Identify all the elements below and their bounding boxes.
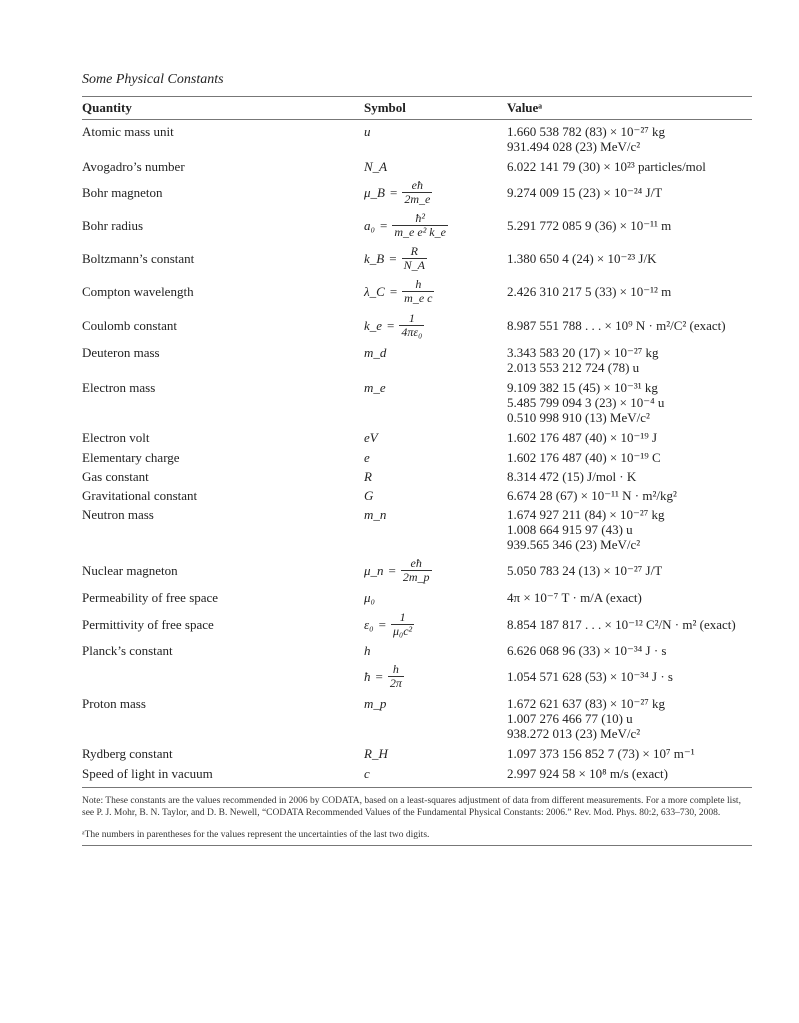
value-line: 8.854 187 817 . . . × 10⁻¹² C²/N · m² (exact) bbox=[507, 617, 736, 632]
fraction bbox=[401, 557, 432, 584]
value-line: 8.987 551 788 . . . × 10⁹ N · m²/C² (exact) bbox=[507, 318, 726, 333]
fraction bbox=[402, 245, 427, 272]
symbol-label: λ_C bbox=[364, 284, 385, 299]
table-row bbox=[82, 643, 752, 658]
value-cell bbox=[507, 488, 752, 503]
value-cell bbox=[507, 345, 752, 375]
quantity-cell: Deuteron mass bbox=[82, 345, 160, 360]
equals-sign: = bbox=[388, 563, 396, 578]
symbol-formula bbox=[364, 766, 507, 781]
symbol-label: eV bbox=[364, 430, 378, 445]
symbol-formula bbox=[364, 159, 507, 174]
value-cell bbox=[507, 251, 752, 266]
symbol-cell bbox=[364, 643, 507, 658]
equals-sign: = bbox=[389, 185, 398, 200]
fraction-numerator: h bbox=[415, 277, 422, 291]
value-line: 5.050 783 24 (13) × 10⁻²⁷ J/T bbox=[507, 563, 663, 578]
fraction-denominator: μ₀c² bbox=[393, 624, 413, 638]
quantity-cell: Planck’s constant bbox=[82, 643, 173, 658]
symbol-label: a₀ bbox=[364, 218, 376, 233]
symbol-formula bbox=[364, 312, 507, 339]
value-line: 1.380 650 4 (24) × 10⁻²³ J/K bbox=[507, 251, 657, 266]
table-row bbox=[82, 746, 752, 761]
quantity-cell: Avogadro’s number bbox=[82, 159, 185, 174]
fraction-numerator: 1 bbox=[399, 610, 406, 624]
table-row bbox=[82, 557, 752, 584]
symbol-label: μ₀ bbox=[364, 590, 376, 605]
quantity-cell: Permeability of free space bbox=[82, 590, 219, 605]
symbol-label: R bbox=[364, 469, 372, 484]
value-line: 5.291 772 085 9 (36) × 10⁻¹¹ m bbox=[507, 218, 672, 233]
fraction-denominator: m_e e² k_e bbox=[394, 225, 446, 239]
table-row bbox=[82, 179, 752, 206]
table-row bbox=[82, 663, 752, 690]
quantity-cell: Proton mass bbox=[82, 696, 146, 711]
value-cell bbox=[507, 318, 752, 333]
symbol-cell bbox=[364, 278, 507, 305]
table-body bbox=[82, 124, 752, 781]
value-line: 6.674 28 (67) × 10⁻¹¹ N · m²/kg² bbox=[507, 488, 677, 503]
value-line: 939.565 346 (23) MeV/c² bbox=[507, 537, 641, 552]
symbol-cell bbox=[364, 696, 507, 711]
fraction-denominator: 4πε₀ bbox=[401, 325, 423, 339]
quantity-cell: Elementary charge bbox=[82, 450, 180, 465]
equals-sign: = bbox=[387, 318, 395, 333]
quantity-cell: Neutron mass bbox=[82, 507, 154, 522]
value-cell bbox=[507, 746, 752, 761]
value-line: 2.997 924 58 × 10⁸ m/s (exact) bbox=[507, 766, 668, 781]
quantity-cell: Rydberg constant bbox=[82, 746, 173, 761]
value-cell bbox=[507, 507, 752, 552]
symbol-formula bbox=[364, 179, 507, 206]
constants-table-page bbox=[82, 70, 752, 846]
symbol-cell bbox=[364, 590, 507, 605]
value-line: 938.272 013 (23) MeV/c² bbox=[507, 726, 641, 741]
fraction-numerator: h bbox=[392, 662, 399, 676]
value-cell bbox=[507, 185, 752, 200]
symbol-cell bbox=[364, 212, 507, 239]
fraction bbox=[388, 663, 404, 690]
symbol-label: R_H bbox=[364, 746, 388, 761]
symbol-label: h bbox=[364, 643, 371, 658]
value-line: 2.013 553 212 724 (78) u bbox=[507, 360, 640, 375]
value-line: 931.494 028 (23) MeV/c² bbox=[507, 139, 641, 154]
symbol-cell bbox=[364, 507, 507, 522]
symbol-label: m_n bbox=[364, 507, 387, 522]
value-line: 1.674 927 211 (84) × 10⁻²⁷ kg bbox=[507, 507, 665, 522]
symbol-formula bbox=[364, 345, 507, 360]
table-row bbox=[82, 590, 752, 605]
rule-bottom bbox=[82, 845, 752, 846]
fraction-denominator: 2m_e bbox=[404, 192, 431, 206]
value-cell bbox=[507, 284, 752, 299]
value-line: 4π × 10⁻⁷ T · m/A (exact) bbox=[507, 590, 642, 605]
symbol-formula bbox=[364, 245, 507, 272]
fraction-numerator: R bbox=[410, 244, 418, 258]
value-line: 1.097 373 156 852 7 (73) × 10⁷ m⁻¹ bbox=[507, 746, 695, 761]
symbol-label: m_d bbox=[364, 345, 387, 360]
value-line: 1.660 538 782 (83) × 10⁻²⁷ kg bbox=[507, 124, 666, 139]
symbol-formula bbox=[364, 507, 507, 522]
symbol-label: ε₀ bbox=[364, 617, 374, 632]
value-cell bbox=[507, 563, 752, 578]
quantity-cell: Boltzmann’s constant bbox=[82, 251, 195, 266]
fraction bbox=[392, 212, 448, 239]
table-row bbox=[82, 278, 752, 305]
table-row bbox=[82, 611, 752, 638]
symbol-label: m_e bbox=[364, 380, 386, 395]
value-cell bbox=[507, 469, 752, 484]
table-row bbox=[82, 245, 752, 272]
value-line: 1.672 621 637 (83) × 10⁻²⁷ kg bbox=[507, 696, 666, 711]
value-line: 1.602 176 487 (40) × 10⁻¹⁹ J bbox=[507, 430, 658, 445]
symbol-formula bbox=[364, 380, 507, 395]
symbol-label: μ_B bbox=[364, 185, 385, 200]
symbol-formula bbox=[364, 212, 507, 239]
value-cell bbox=[507, 159, 752, 174]
table-row bbox=[82, 696, 752, 741]
value-cell bbox=[507, 643, 752, 658]
table-note: Note: These constants are the values recommended in 2006 by CODATA, based on a least-squares adjustment of data from different measurements. For a more complete list, see P. J. Mohr, B. N. Taylor, and D. B. Newell, “CODATA Recommended Values of the Fundamental Physical Constants: 2006.” Rev. Mod. Phys. 80:2, 633–730, 2008. bbox=[82, 796, 741, 818]
value-line: 1.007 276 466 77 (10) u bbox=[507, 711, 633, 726]
fraction-numerator: eħ bbox=[411, 178, 423, 192]
symbol-cell bbox=[364, 430, 507, 445]
symbol-cell bbox=[364, 159, 507, 174]
value-line: 1.008 664 915 97 (43) u bbox=[507, 522, 633, 537]
value-line: 3.343 583 20 (17) × 10⁻²⁷ kg bbox=[507, 345, 659, 360]
value-line: 2.426 310 217 5 (33) × 10⁻¹² m bbox=[507, 284, 672, 299]
value-cell bbox=[507, 590, 752, 605]
table-row bbox=[82, 380, 752, 425]
symbol-cell bbox=[364, 488, 507, 503]
value-line: 9.274 009 15 (23) × 10⁻²⁴ J/T bbox=[507, 185, 663, 200]
symbol-formula bbox=[364, 663, 507, 690]
symbol-formula bbox=[364, 124, 507, 139]
table-row bbox=[82, 312, 752, 339]
equals-sign: = bbox=[380, 218, 388, 233]
symbol-formula bbox=[364, 557, 507, 584]
fraction-denominator: N_A bbox=[403, 258, 425, 272]
table-row bbox=[82, 159, 752, 174]
value-cell bbox=[507, 218, 752, 233]
fraction bbox=[402, 278, 434, 305]
symbol-formula bbox=[364, 450, 507, 465]
table-caption: Some Physical Constants bbox=[82, 72, 224, 87]
header-value: Valueᵃ bbox=[507, 100, 543, 115]
rule-body-bottom bbox=[82, 787, 752, 788]
quantity-cell: Bohr magneton bbox=[82, 185, 163, 200]
table-row bbox=[82, 507, 752, 552]
quantity-cell: Coulomb constant bbox=[82, 318, 177, 333]
table-row bbox=[82, 766, 752, 781]
symbol-label: N_A bbox=[364, 159, 388, 174]
table-row bbox=[82, 345, 752, 375]
table-footnote: ᵃThe numbers in parentheses for the values represent the uncertainties of the last two digits. bbox=[82, 830, 430, 840]
quantity-cell: Permittivity of free space bbox=[82, 617, 214, 632]
fraction-denominator: 2m_p bbox=[402, 570, 430, 584]
quantity-cell: Gravitational constant bbox=[82, 488, 198, 503]
symbol-cell bbox=[364, 345, 507, 360]
table-row bbox=[82, 430, 752, 445]
value-line: 6.626 068 96 (33) × 10⁻³⁴ J · s bbox=[507, 643, 667, 658]
table-row bbox=[82, 469, 752, 484]
symbol-label: k_e bbox=[364, 318, 383, 333]
symbol-cell bbox=[364, 663, 507, 690]
rule-header bbox=[82, 119, 752, 120]
fraction bbox=[399, 312, 424, 339]
symbol-formula bbox=[364, 611, 507, 638]
fraction bbox=[402, 179, 432, 206]
symbol-cell bbox=[364, 469, 507, 484]
symbol-formula bbox=[364, 488, 507, 503]
table-header bbox=[82, 97, 752, 119]
table-row bbox=[82, 450, 752, 465]
quantity-cell: Electron mass bbox=[82, 380, 156, 395]
quantity-cell: Gas constant bbox=[82, 469, 149, 484]
equals-sign: = bbox=[389, 251, 397, 266]
symbol-cell bbox=[364, 179, 507, 206]
symbol-formula bbox=[364, 469, 507, 484]
symbol-label: G bbox=[364, 488, 374, 503]
value-cell bbox=[507, 696, 752, 741]
symbol-cell bbox=[364, 380, 507, 395]
symbol-label: e bbox=[364, 450, 370, 465]
table-row bbox=[82, 124, 752, 154]
symbol-formula bbox=[364, 430, 507, 445]
value-cell bbox=[507, 430, 752, 445]
table-row bbox=[82, 212, 752, 239]
value-cell bbox=[507, 380, 752, 425]
equals-sign: = bbox=[389, 284, 398, 299]
symbol-label: μ_n bbox=[364, 563, 384, 578]
symbol-label: k_B bbox=[364, 251, 385, 266]
value-cell bbox=[507, 669, 752, 684]
symbol-cell bbox=[364, 312, 507, 339]
fraction-denominator: m_e c bbox=[404, 291, 433, 305]
symbol-cell bbox=[364, 557, 507, 584]
table-row bbox=[82, 488, 752, 503]
value-line: 8.314 472 (15) J/mol · K bbox=[507, 469, 637, 484]
value-line: 5.485 799 094 3 (23) × 10⁻⁴ u bbox=[507, 395, 665, 410]
fraction-numerator: eħ bbox=[410, 556, 422, 570]
symbol-label: c bbox=[364, 766, 370, 781]
quantity-cell: Speed of light in vacuum bbox=[82, 766, 213, 781]
quantity-cell: Atomic mass unit bbox=[82, 124, 174, 139]
symbol-formula bbox=[364, 643, 507, 658]
quantity-cell: Compton wavelength bbox=[82, 284, 194, 299]
symbol-formula bbox=[364, 278, 507, 305]
equals-sign: = bbox=[375, 669, 383, 684]
header-quantity: Quantity bbox=[82, 100, 132, 115]
value-line: 6.022 141 79 (30) × 10²³ particles/mol bbox=[507, 159, 706, 174]
value-cell bbox=[507, 617, 752, 632]
value-cell bbox=[507, 766, 752, 781]
symbol-label: u bbox=[364, 124, 371, 139]
symbol-cell bbox=[364, 245, 507, 272]
value-line: 0.510 998 910 (13) MeV/c² bbox=[507, 410, 650, 425]
value-line: 1.602 176 487 (40) × 10⁻¹⁹ C bbox=[507, 450, 661, 465]
fraction-numerator: 1 bbox=[408, 311, 415, 325]
quantity-cell: Bohr radius bbox=[82, 218, 144, 233]
symbol-formula bbox=[364, 696, 507, 711]
quantity-cell: Electron volt bbox=[82, 430, 150, 445]
value-cell bbox=[507, 124, 752, 154]
quantity-cell: Nuclear magneton bbox=[82, 563, 178, 578]
symbol-cell bbox=[364, 124, 507, 139]
fraction-denominator: 2π bbox=[389, 676, 402, 690]
fraction bbox=[391, 611, 414, 638]
value-line: 1.054 571 628 (53) × 10⁻³⁴ J · s bbox=[507, 669, 673, 684]
value-line: 9.109 382 15 (45) × 10⁻³¹ kg bbox=[507, 380, 658, 395]
symbol-cell bbox=[364, 450, 507, 465]
equals-sign: = bbox=[378, 617, 386, 632]
header-symbol: Symbol bbox=[364, 100, 406, 115]
symbol-formula bbox=[364, 746, 507, 761]
value-cell bbox=[507, 450, 752, 465]
symbol-label: ħ bbox=[364, 669, 371, 684]
symbol-cell bbox=[364, 746, 507, 761]
symbol-formula bbox=[364, 590, 507, 605]
symbol-label: m_p bbox=[364, 696, 387, 711]
fraction-numerator: ħ² bbox=[415, 211, 425, 225]
symbol-cell bbox=[364, 766, 507, 781]
symbol-cell bbox=[364, 611, 507, 638]
